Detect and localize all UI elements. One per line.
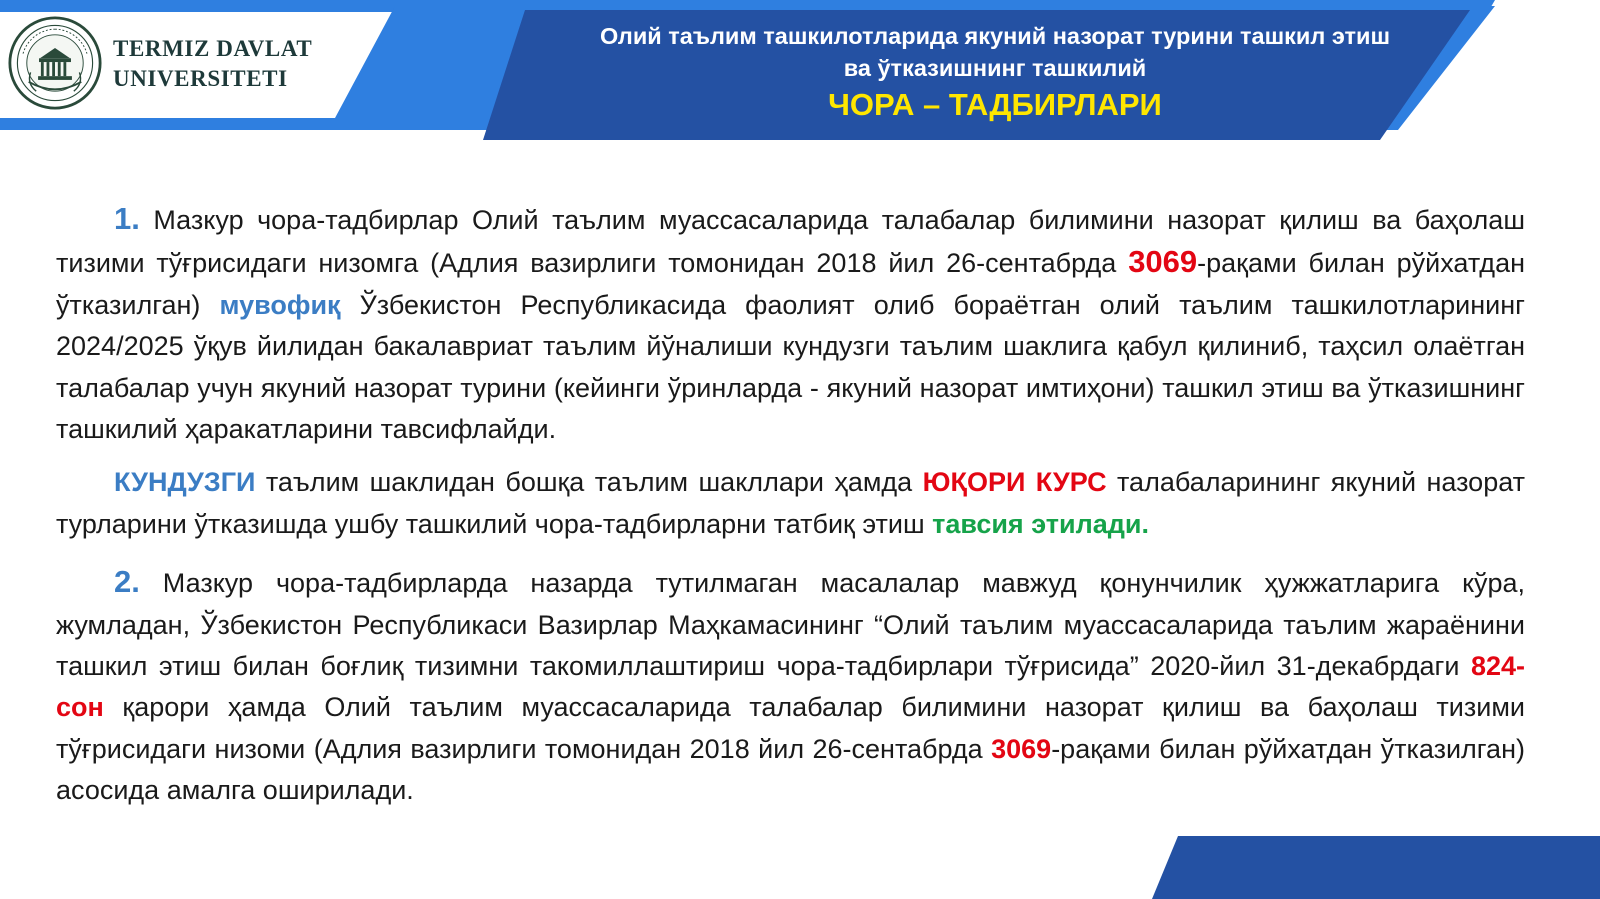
university-seal-logo — [8, 16, 102, 110]
paragraph-3-text-c: -рақами билан рўйхатдан ўтказилган) асосида амалга оширилади. — [56, 733, 1525, 806]
senior-course-highlight: ЮҚОРИ КУРС — [922, 467, 1107, 498]
slide-title-line1: Олий таълим ташкилотларида якуний назорат турини ташкил этиш — [599, 23, 1391, 49]
paragraph-3-number: 2. — [114, 564, 140, 600]
slide-title — [530, 20, 1460, 124]
paragraph-1 — [56, 198, 1525, 450]
paragraph-2-text-a: таълим шаклидан бошқа таълим шакллари ҳамда — [255, 467, 923, 498]
university-name — [113, 34, 312, 94]
university-name-line2: UNIVERSITETI — [113, 66, 288, 91]
university-name-line1: TERMIZ DAVLAT — [113, 36, 313, 61]
full-time-form-highlight: КУНДУЗГИ — [114, 467, 256, 498]
decree-number-highlight: 824-сон — [56, 651, 1525, 723]
paragraph-3-text-b: қарори ҳамда Олий таълим муассасаларида талабалар билимини назорат қилиш ва баҳолаш тизими тўғрисидаги низоми (Адлия вазирлиги томонидан 2018 йил 26-сентабрда — [56, 692, 1525, 764]
slide-title-line2: ва ўтказишнинг ташкилий — [843, 55, 1147, 81]
paragraph-2 — [56, 462, 1525, 545]
paragraph-1-text-a: Мазкур чора-тадбирлар Олий таълим муассасаларида талабалар билимини назорат қилиш ва баҳолаш тизими тўғрисидаги низомга (Адлия вазирлиги томонидан 2018 йил 26-сентабрда — [56, 205, 1525, 279]
registration-number-highlight-2: 3069 — [991, 733, 1052, 764]
paragraph-3-text-a: Мазкур чора-тадбирларда назарда тутилмаган масалалар мавжуд қонунчилик ҳужжатларига кўра, жумладан, Ўзбекистон Республикаси Вазирлар Маҳкамасининг “Олий таълим муассасаларида таълим жараёнини ташкил этиш билан боғлиқ тизимни такомиллаштириш чора-тадбирлари тўғрисида” 2020-йил 31-декабрдаги — [56, 568, 1525, 682]
registration-number-highlight: 3069 — [1128, 244, 1198, 280]
accordance-highlight: мувофиқ — [219, 289, 341, 320]
slide-title-accent: ЧОРА – ТАДБИРЛАРИ — [828, 87, 1162, 122]
recommended-highlight: тавсия этилади. — [932, 508, 1149, 539]
paragraph-2-text-b: талабаларининг якуний назорат турларини ўтказишда ушбу ташкилий чора-тадбирларни татбиқ этиш — [56, 467, 1525, 539]
footer-dark-blue-band — [1152, 836, 1600, 899]
paragraph-1-number: 1. — [114, 201, 140, 236]
paragraph-1-text-c: Ўзбекистон Республикасида фаолият олиб бораётган олий таълим ташкилотларининг 2024/2025 ўқув йилидан бакалавриат таълим йўналиши кундузги таълим шаклига қабул қилиниб, таҳсил олаётган талабалар учун якуний назорат турини (кейинги ўринларда - якуний назорат имтиҳони) ташкил этиш ва ўтказишнинг ташкилий ҳаракатларини тавсифлайди. — [56, 289, 1526, 445]
slide-body — [56, 198, 1525, 812]
paragraph-1-text-b: -рақами билан рўйхатдан ўтказилган) — [56, 248, 1525, 320]
paragraph-3 — [56, 561, 1525, 811]
